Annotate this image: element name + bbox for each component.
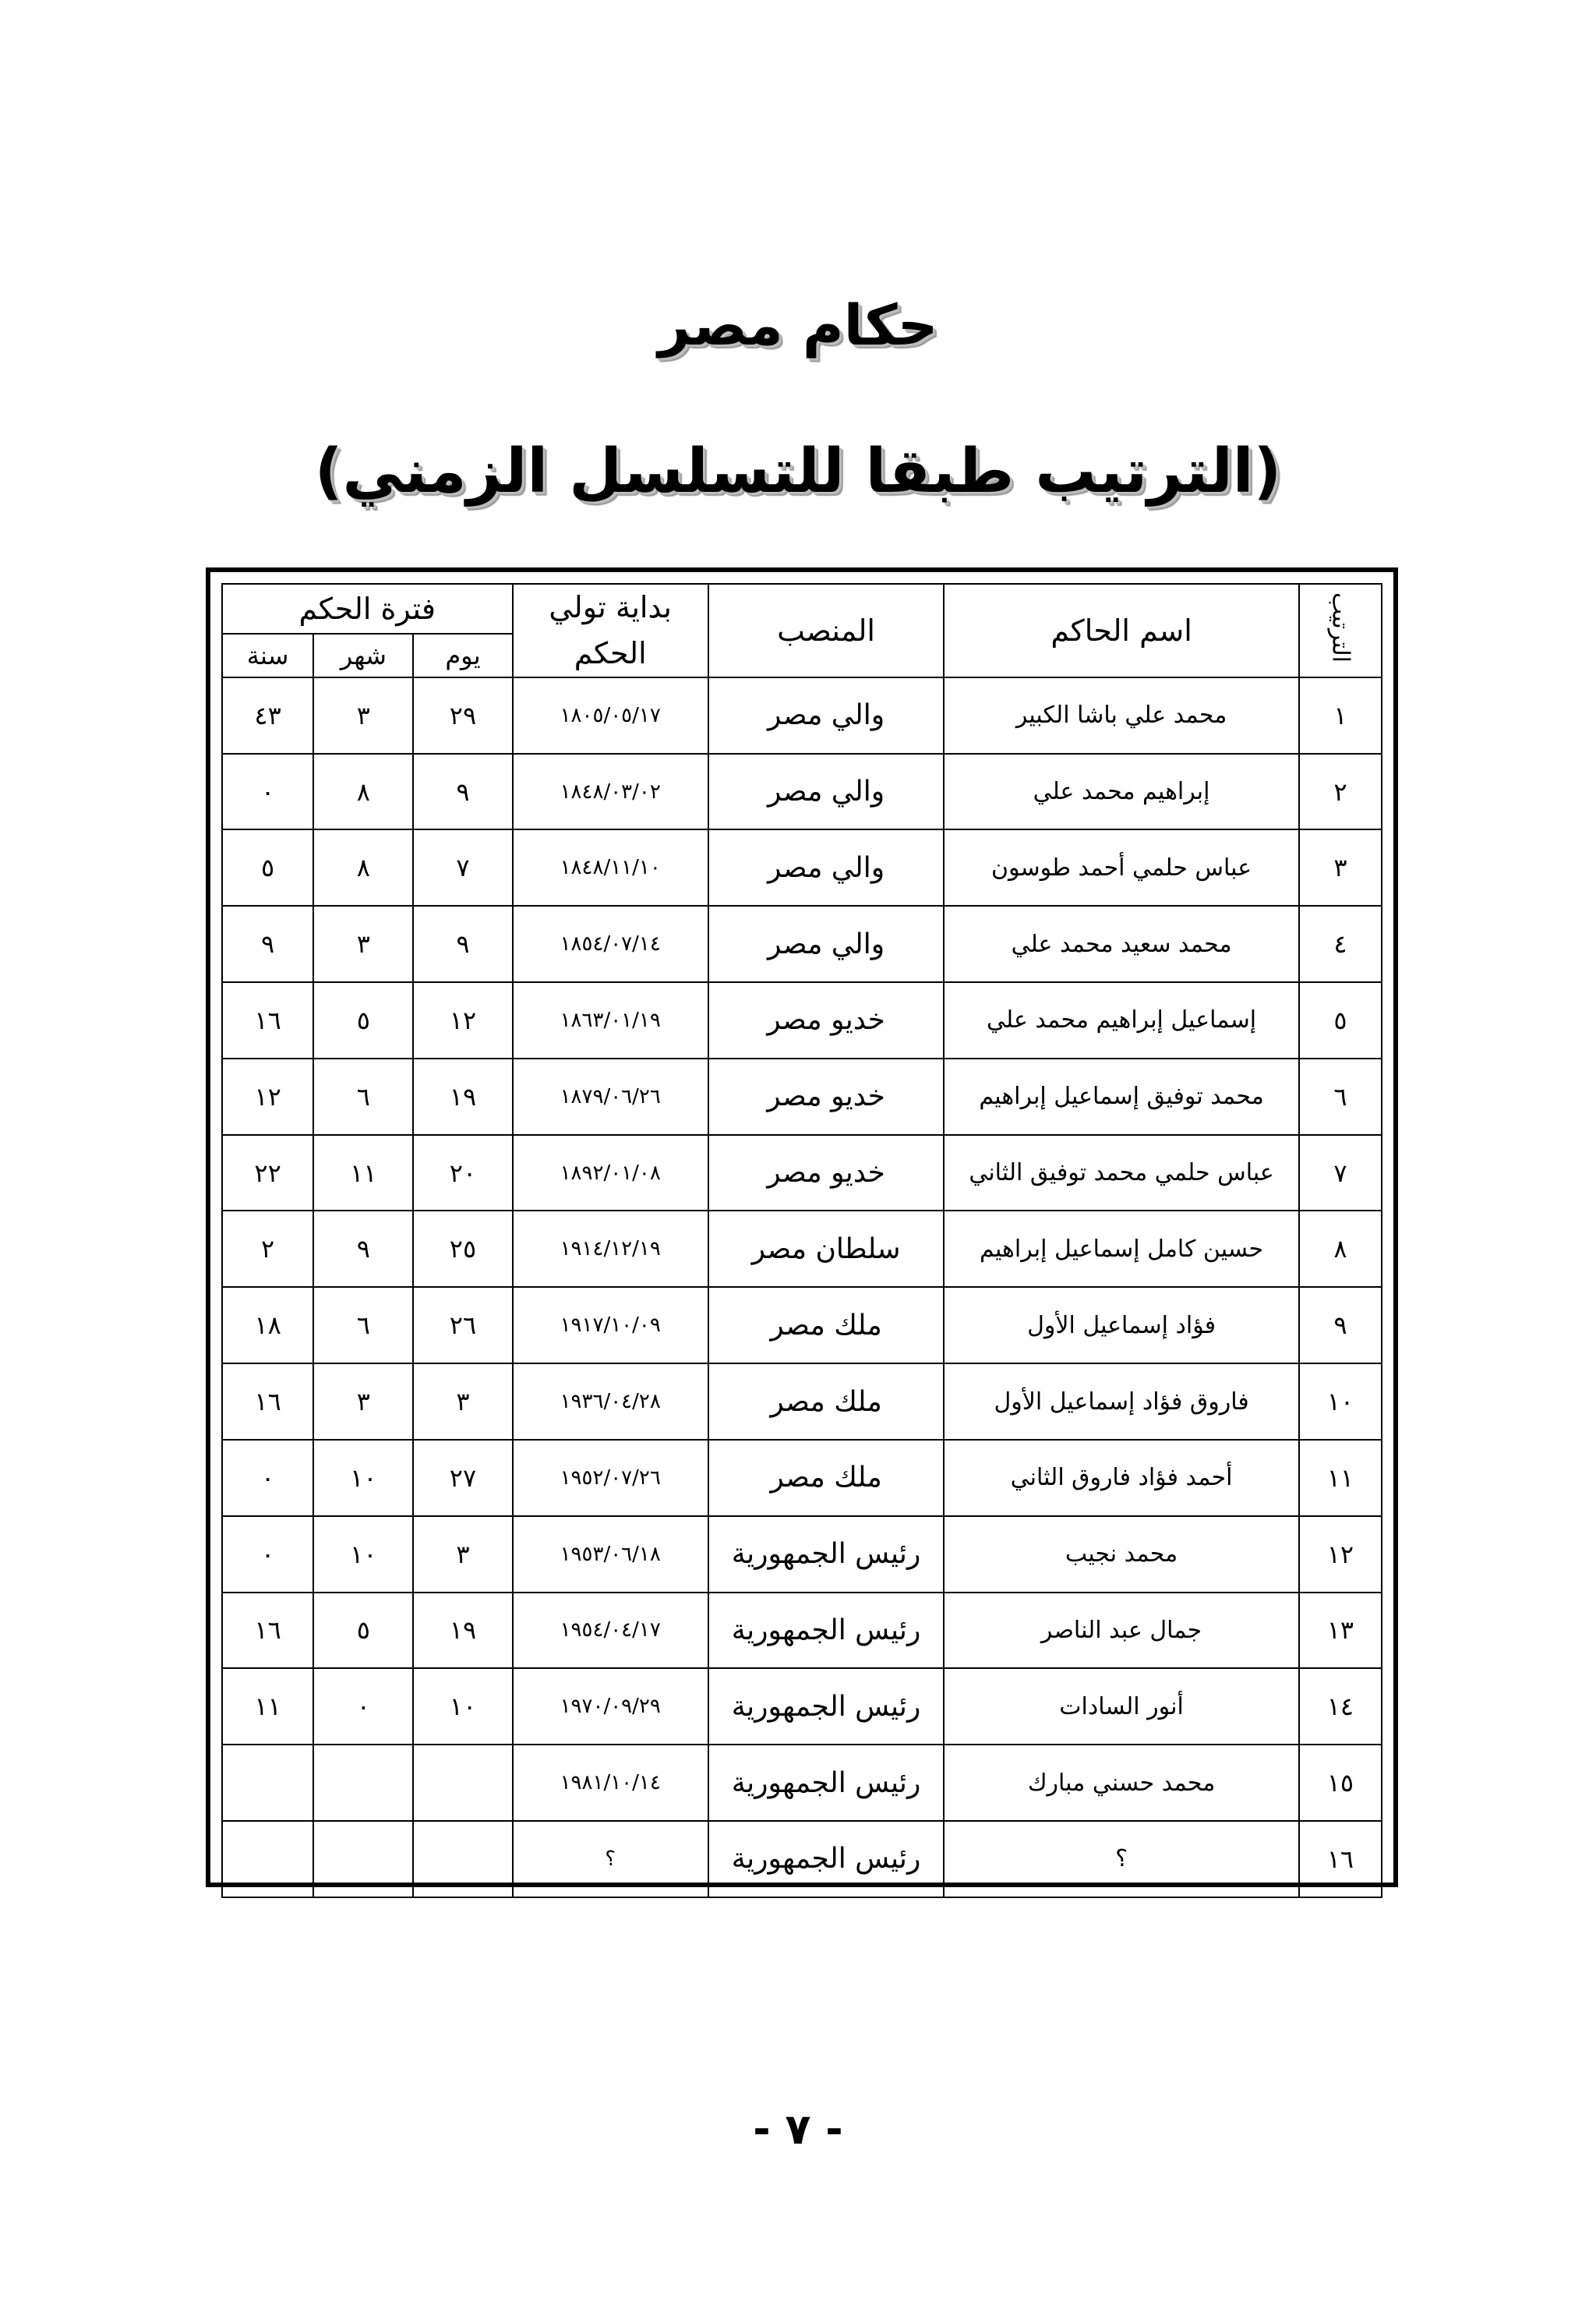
cell-day	[413, 1745, 512, 1821]
cell-start-date: ١٩١٧/١٠/٠٩	[513, 1287, 708, 1363]
cell-name: محمد علي باشا الكبير	[944, 677, 1299, 754]
cell-year: ٢٢	[222, 1135, 313, 1211]
table-row	[222, 906, 1382, 982]
cell-name: محمد حسني مبارك	[944, 1745, 1299, 1821]
header-position: المنصب	[708, 584, 944, 677]
cell-year: ١٦	[222, 1593, 313, 1669]
table-row	[222, 1821, 1382, 1897]
cell-year: ١٢	[222, 1059, 313, 1135]
page-subtitle: (الترتيب طبقا للتسلسل الزمني)	[314, 437, 1282, 507]
cell-year: ٩	[222, 906, 313, 982]
header-start-date: بداية تولي الحكم	[513, 584, 708, 677]
cell-year	[222, 1821, 313, 1897]
table-row	[222, 1745, 1382, 1821]
header-month: شهر	[313, 634, 413, 677]
cell-start-date: ١٨٤٨/٠٣/٠٢	[513, 754, 708, 830]
table-row	[222, 829, 1382, 906]
cell-name: ؟	[944, 1821, 1299, 1897]
cell-start-date: ١٨٤٨/١١/١٠	[513, 829, 708, 906]
cell-start-date: ١٩٨١/١٠/١٤	[513, 1745, 708, 1821]
cell-day: ٢٥	[413, 1211, 512, 1287]
cell-year: ٤٣	[222, 677, 313, 754]
table-row	[222, 1593, 1382, 1669]
cell-order: ١٢	[1299, 1516, 1382, 1593]
cell-order: ٧	[1299, 1135, 1382, 1211]
cell-start-date: ١٨٩٢/٠١/٠٨	[513, 1135, 708, 1211]
cell-day: ٣	[413, 1363, 512, 1440]
cell-month: ٣	[313, 1363, 413, 1440]
cell-start-date: ١٩٥٣/٠٦/١٨	[513, 1516, 708, 1593]
cell-order: ٨	[1299, 1211, 1382, 1287]
cell-year: ٠	[222, 754, 313, 830]
cell-order: ٤	[1299, 906, 1382, 982]
cell-day: ١٢	[413, 982, 512, 1059]
cell-order: ٣	[1299, 829, 1382, 906]
cell-start-date: ١٩١٤/١٢/١٩	[513, 1211, 708, 1287]
cell-start-date: ١٩٧٠/٠٩/٢٩	[513, 1668, 708, 1745]
cell-name: عباس حلمي محمد توفيق الثاني	[944, 1135, 1299, 1211]
cell-name: محمد توفيق إسماعيل إبراهيم	[944, 1059, 1299, 1135]
cell-position: رئيس الجمهورية	[708, 1668, 944, 1745]
cell-day: ١٩	[413, 1593, 512, 1669]
cell-month: ٦	[313, 1287, 413, 1363]
cell-day: ٢٦	[413, 1287, 512, 1363]
cell-start-date: ١٨٥٤/٠٧/١٤	[513, 906, 708, 982]
cell-day: ١٠	[413, 1668, 512, 1745]
cell-start-date: ١٩٣٦/٠٤/٢٨	[513, 1363, 708, 1440]
cell-name: محمد سعيد محمد علي	[944, 906, 1299, 982]
cell-year: ٢	[222, 1211, 313, 1287]
cell-month	[313, 1745, 413, 1821]
table-row	[222, 754, 1382, 830]
cell-order: ٦	[1299, 1059, 1382, 1135]
header-name: اسم الحاكم	[944, 584, 1299, 677]
cell-month: ٨	[313, 754, 413, 830]
cell-month: ١١	[313, 1135, 413, 1211]
cell-month: ٣	[313, 677, 413, 754]
header-year: سنة	[222, 634, 313, 677]
cell-order: ١	[1299, 677, 1382, 754]
table-row	[222, 1059, 1382, 1135]
table-row	[222, 1516, 1382, 1593]
cell-position: رئيس الجمهورية	[708, 1516, 944, 1593]
cell-position: خديو مصر	[708, 1059, 944, 1135]
cell-month: ١٠	[313, 1516, 413, 1593]
cell-position: ملك مصر	[708, 1363, 944, 1440]
cell-month: ٥	[313, 982, 413, 1059]
cell-name: فاروق فؤاد إسماعيل الأول	[944, 1363, 1299, 1440]
cell-month: ٥	[313, 1593, 413, 1669]
cell-name: جمال عبد الناصر	[944, 1593, 1299, 1669]
cell-start-date: ؟	[513, 1821, 708, 1897]
cell-order: ١٠	[1299, 1363, 1382, 1440]
cell-name: فؤاد إسماعيل الأول	[944, 1287, 1299, 1363]
header-period: فترة الحكم	[222, 584, 513, 634]
cell-month	[313, 1821, 413, 1897]
cell-order: ١٣	[1299, 1593, 1382, 1669]
table-row	[222, 1440, 1382, 1516]
cell-position: سلطان مصر	[708, 1211, 944, 1287]
header-day: يوم	[413, 634, 512, 677]
table-row	[222, 1668, 1382, 1745]
cell-day	[413, 1821, 512, 1897]
cell-month: ١٠	[313, 1440, 413, 1516]
cell-month: ٨	[313, 829, 413, 906]
cell-day: ٢٠	[413, 1135, 512, 1211]
cell-start-date: ١٨٠٥/٠٥/١٧	[513, 677, 708, 754]
cell-month: ٩	[313, 1211, 413, 1287]
cell-year: ١٦	[222, 1363, 313, 1440]
cell-day: ٩	[413, 754, 512, 830]
cell-position: خديو مصر	[708, 1135, 944, 1211]
cell-year: ١١	[222, 1668, 313, 1745]
table-row	[222, 1287, 1382, 1363]
cell-day: ١٩	[413, 1059, 512, 1135]
cell-name: عباس حلمي أحمد طوسون	[944, 829, 1299, 906]
cell-year: ٠	[222, 1440, 313, 1516]
cell-position: رئيس الجمهورية	[708, 1745, 944, 1821]
cell-position: ملك مصر	[708, 1440, 944, 1516]
cell-start-date: ١٩٥٤/٠٤/١٧	[513, 1593, 708, 1669]
cell-order: ١١	[1299, 1440, 1382, 1516]
cell-position: رئيس الجمهورية	[708, 1593, 944, 1669]
cell-month: ٣	[313, 906, 413, 982]
cell-name: حسين كامل إسماعيل إبراهيم	[944, 1211, 1299, 1287]
cell-position: والي مصر	[708, 677, 944, 754]
cell-name: أحمد فؤاد فاروق الثاني	[944, 1440, 1299, 1516]
header-order: الترتيب	[1299, 584, 1382, 677]
table-frame	[206, 567, 1398, 1887]
cell-name: محمد نجيب	[944, 1516, 1299, 1593]
table-row	[222, 1363, 1382, 1440]
cell-month: ٦	[313, 1059, 413, 1135]
cell-position: خديو مصر	[708, 982, 944, 1059]
cell-name: إسماعيل إبراهيم محمد علي	[944, 982, 1299, 1059]
cell-day: ٢٧	[413, 1440, 512, 1516]
cell-year: ١٨	[222, 1287, 313, 1363]
table-row	[222, 982, 1382, 1059]
cell-name: أنور السادات	[944, 1668, 1299, 1745]
cell-position: والي مصر	[708, 754, 944, 830]
cell-start-date: ١٨٧٩/٠٦/٢٦	[513, 1059, 708, 1135]
cell-month: ٠	[313, 1668, 413, 1745]
cell-position: ملك مصر	[708, 1287, 944, 1363]
cell-year: ١٦	[222, 982, 313, 1059]
table-row	[222, 1211, 1382, 1287]
cell-order: ١٤	[1299, 1668, 1382, 1745]
page-number: - ٧ -	[753, 2105, 843, 2154]
cell-year	[222, 1745, 313, 1821]
cell-day: ٩	[413, 906, 512, 982]
page-title: حكام مصر	[658, 292, 938, 358]
cell-start-date: ١٨٦٣/٠١/١٩	[513, 982, 708, 1059]
cell-name: إبراهيم محمد علي	[944, 754, 1299, 830]
cell-day: ٧	[413, 829, 512, 906]
cell-position: والي مصر	[708, 906, 944, 982]
cell-day: ٢٩	[413, 677, 512, 754]
cell-order: ٢	[1299, 754, 1382, 830]
cell-position: رئيس الجمهورية	[708, 1821, 944, 1897]
cell-order: ١٥	[1299, 1745, 1382, 1821]
cell-order: ١٦	[1299, 1821, 1382, 1897]
cell-order: ٩	[1299, 1287, 1382, 1363]
table-row	[222, 677, 1382, 754]
cell-order: ٥	[1299, 982, 1382, 1059]
rulers-table	[221, 583, 1382, 1898]
table-row	[222, 1135, 1382, 1211]
cell-position: والي مصر	[708, 829, 944, 906]
cell-day: ٣	[413, 1516, 512, 1593]
cell-year: ٠	[222, 1516, 313, 1593]
cell-year: ٥	[222, 829, 313, 906]
cell-start-date: ١٩٥٢/٠٧/٢٦	[513, 1440, 708, 1516]
